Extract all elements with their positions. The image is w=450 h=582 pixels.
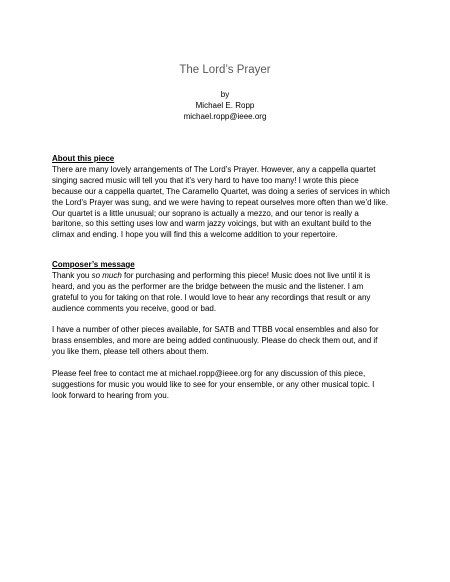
document-title: The Lord’s Prayer [179,64,271,76]
paragraph-gap [52,358,412,369]
byline [0,89,450,122]
about-section [52,154,412,241]
composer-line: audience comments you receive, good or bad. [52,303,217,313]
about-line: because our a cappella quartet, The Caramello Quartet, was doing a series of services in which [52,186,390,196]
composer-emphasis: so much [91,270,122,280]
composer-line: Please feel free to contact me at michael.ropp@ieee.org for any discussion of this piece, [52,369,366,379]
composer-line [52,271,412,282]
byline-email: michael.ropp@ieee.org [183,112,267,121]
about-heading: About this piece [52,154,115,163]
about-line: There are many lovely arrangements of The Lord’s Prayer. However, any a cappella quartet [52,164,376,174]
composer-line: suggestions for music you would like to see for your ensemble, or any other musical topic. I [52,379,375,389]
composer-text: Thank you [52,270,92,280]
composer-text: for purchasing and performing this piece! Music does not live until it is [121,270,371,280]
composer-line: you like them, please tell others about them. [52,347,209,357]
byline-by: by [220,90,230,99]
composer-line: I have a number of other pieces available, for SATB and TTBB vocal ensembles and also for [52,325,379,335]
composer-line: brass ensembles, and more are being added continuously. Please do check them out, and if [52,336,378,346]
byline-author: Michael E. Ropp [195,101,255,110]
composer-section [52,260,412,402]
paragraph-gap [52,315,412,326]
composer-heading: Composer’s message [52,260,135,269]
about-line: climax and ending. I hope you will find this a welcome addition to your repertoire. [52,230,338,240]
about-line: Our quartet is a little unusual; our soprano is actually a mezzo, and our tenor is really a [52,208,359,218]
about-line: the Lord’s Prayer was sung, and we were having to repeat ourselves more often than we’d like. [52,197,389,207]
about-line: singing sacred music will tell you that it’s very hard to have too many! I wrote this piece [52,175,359,185]
composer-line: heard, and you as the performer are the bridge between the music and the listener. I am [52,281,364,291]
composer-line: grateful to you for taking on that role. I would love to hear any recordings that result or any [52,292,371,302]
about-line: baritone, so this setting uses low and warm jazzy voicings, but with an exultant build to the [52,219,372,229]
composer-line: look forward to hearing from you. [52,390,169,400]
